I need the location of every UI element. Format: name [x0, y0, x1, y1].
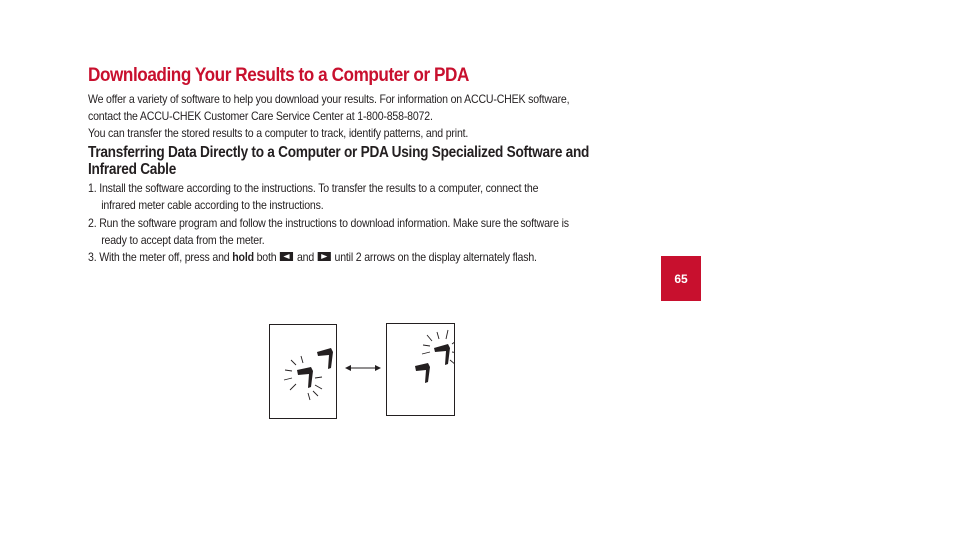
step-3-and: and [294, 250, 317, 264]
step-3-pre: 3. With the meter off, press and [88, 250, 233, 264]
step-2-line-1: 2. Run the software program and follow the instructions to download information. Make sure the software is [88, 216, 569, 230]
step-3 [88, 249, 669, 266]
step-1 [88, 180, 669, 214]
step-1-line-1: 1. Install the software according to the instructions. To transfer the results to a computer, connect the [88, 181, 539, 195]
meter-display-lower-arrow-flashing [269, 324, 337, 419]
intro-paragraph [88, 91, 669, 125]
step-3-hold: hold [232, 250, 254, 264]
subheading-line-1: Transferring Data Directly to a Computer or PDA Using Specialized Software and [88, 144, 590, 161]
left-arrow-button-icon [279, 251, 294, 262]
step-1-line-2: infrared meter cable according to the instructions. [101, 198, 324, 212]
step-3-both: both [253, 250, 280, 264]
flashing-arrow-display-icon [270, 325, 336, 418]
page-title: Downloading Your Results to a Computer or PDA [88, 64, 469, 86]
page-number-tab: 65 [661, 256, 701, 301]
meter-display-upper-arrow-flashing [386, 323, 455, 416]
double-arrow-icon [344, 362, 382, 374]
flashing-arrow-display-icon [387, 324, 454, 415]
right-arrow-button-icon [317, 251, 332, 262]
subheading-line-2: Infrared Cable [88, 161, 177, 178]
section-subheading [88, 144, 651, 178]
intro-line-1: We offer a variety of software to help you download your results. For information on ACCU-CHEK software, [88, 92, 570, 106]
transfer-paragraph: You can transfer the stored results to a computer to track, identify patterns, and print. [88, 126, 469, 140]
step-2-line-2: ready to accept data from the meter. [101, 233, 265, 247]
step-2 [88, 215, 669, 249]
step-3-post: until 2 arrows on the display alternately flash. [331, 250, 537, 264]
intro-line-2: contact the ACCU-CHEK Customer Care Service Center at 1-800-858-8072. [88, 109, 433, 123]
